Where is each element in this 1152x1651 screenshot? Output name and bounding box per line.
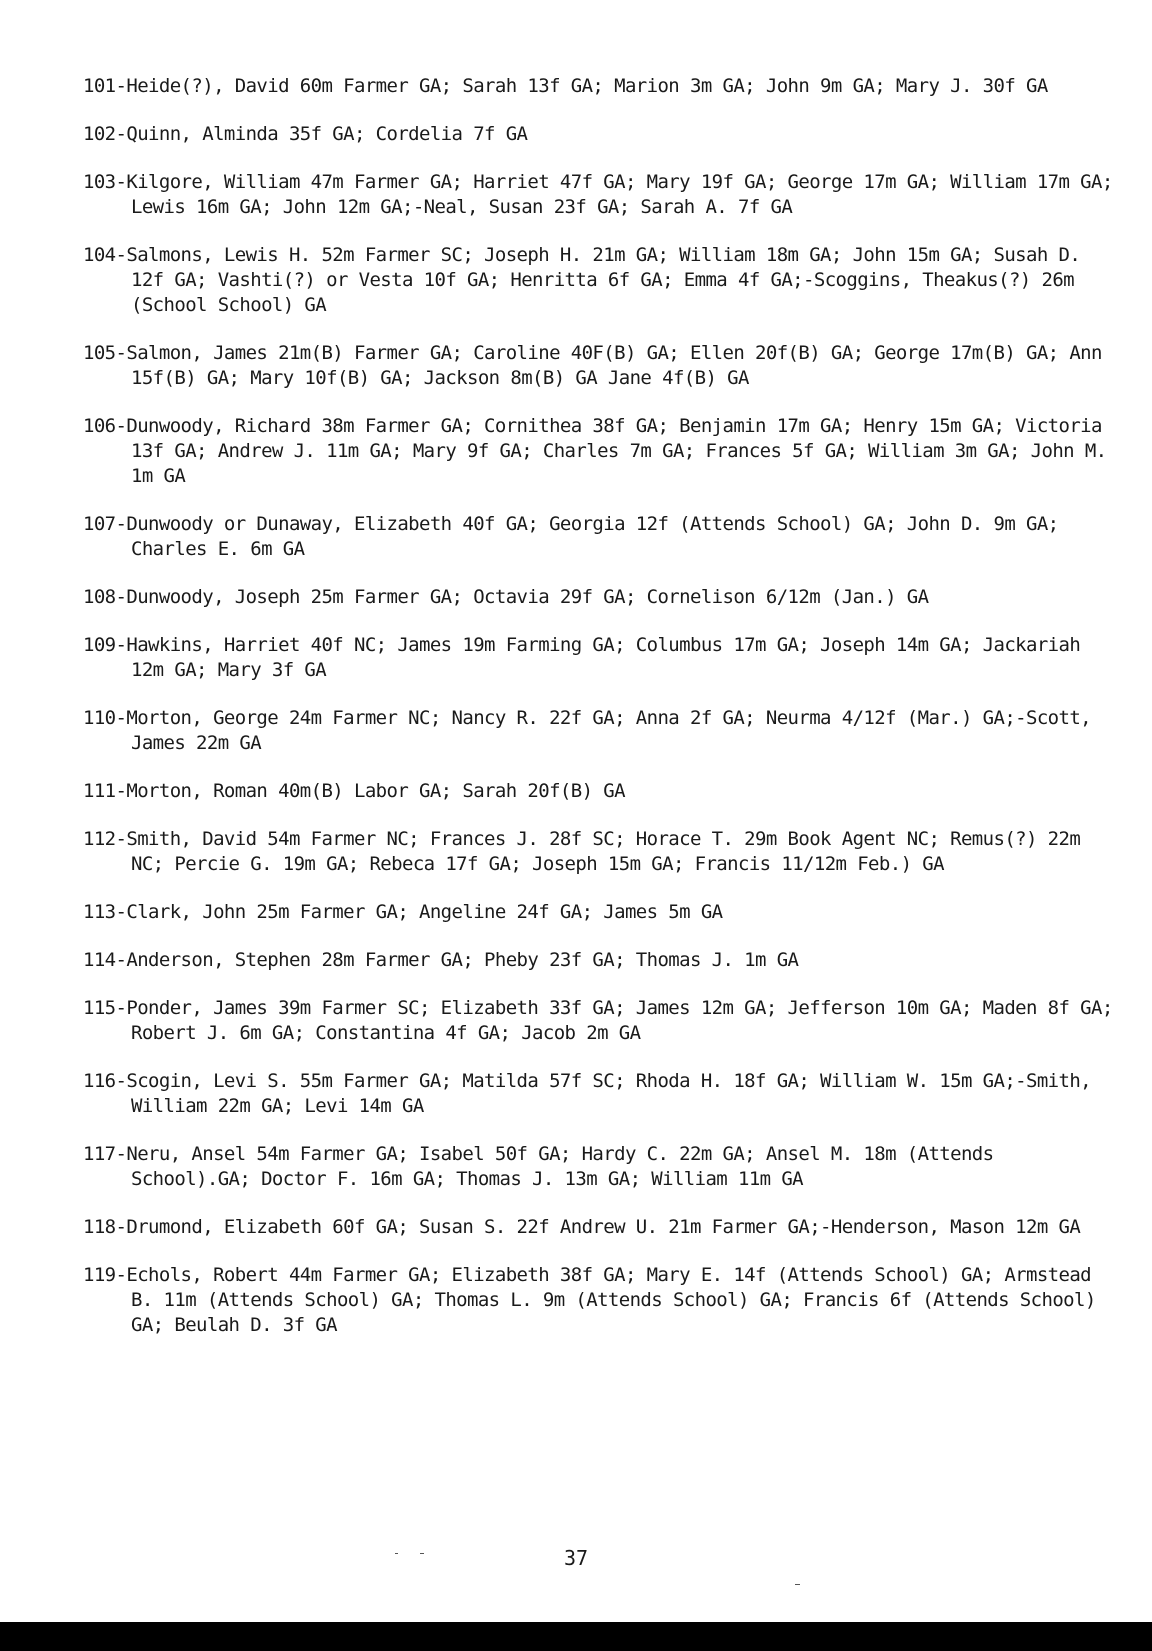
census-entries [83, 74, 1123, 1361]
census-entry: 108-Dunwoody, Joseph 25m Farmer GA; Octavia 29f GA; Cornelison 6/12m (Jan.) GA [83, 586, 929, 608]
census-entry: 112-Smith, David 54m Farmer NC; Frances J. 28f SC; Horace T. 29m Book Agent NC; Remus(?) 22m NC; Percie G. 19m GA; Rebeca 17f GA; Joseph 15m GA; Francis 11/12m Feb.) GA [83, 828, 1092, 875]
census-entry: 106-Dunwoody, Richard 38m Farmer GA; Cornithea 38f GA; Benjamin 17m GA; Henry 15m GA; Victoria 13f GA; Andrew J. 11m GA; Mary 9f GA; Charles 7m GA; Frances 5f GA; William 3m GA; John M. 1m GA [83, 415, 1118, 487]
census-entry: 117-Neru, Ansel 54m Farmer GA; Isabel 50f GA; Hardy C. 22m GA; Ansel M. 18m (Attends School).GA; Doctor F. 16m GA; Thomas J. 13m GA; William 11m GA [83, 1143, 1005, 1190]
census-entry: 109-Hawkins, Harriet 40f NC; James 19m Farming GA; Columbus 17m GA; Joseph 14m GA; Jackariah 12m GA; Mary 3f GA [83, 634, 1092, 681]
census-entry: 118-Drumond, Elizabeth 60f GA; Susan S. 22f Andrew U. 21m Farmer GA;-Henderson, Mason 12m GA [83, 1216, 1081, 1238]
census-entry: 110-Morton, George 24m Farmer NC; Nancy R. 22f GA; Anna 2f GA; Neurma 4/12f (Mar.) GA;-Scott, James 22m GA [83, 707, 1102, 754]
census-entry: 119-Echols, Robert 44m Farmer GA; Elizabeth 38f GA; Mary E. 14f (Attends School) GA; Armstead B. 11m (Attends School) GA; Thomas L. 9m (Attends School) GA; Francis 6f (Attends School) GA; Beulah D. 3f GA [83, 1264, 1107, 1336]
census-entry: 103-Kilgore, William 47m Farmer GA; Harriet 47f GA; Mary 19f GA; George 17m GA; William 17m GA; Lewis 16m GA; John 12m GA;-Neal, Susan 23f GA; Sarah A. 7f GA [83, 171, 1124, 218]
census-entry: 115-Ponder, James 39m Farmer SC; Elizabeth 33f GA; James 12m GA; Jefferson 10m GA; Maden 8f GA; Robert J. 6m GA; Constantina 4f GA; Jacob 2m GA [83, 997, 1124, 1044]
census-entry: 113-Clark, John 25m Farmer GA; Angeline 24f GA; James 5m GA [83, 901, 723, 923]
census-entry: 107-Dunwoody or Dunaway, Elizabeth 40f GA; Georgia 12f (Attends School) GA; John D. 9m GA; Charles E. 6m GA [83, 513, 1070, 560]
census-entry: 104-Salmons, Lewis H. 52m Farmer SC; Joseph H. 21m GA; William 18m GA; John 15m GA; Susah D. 12f GA; Vashti(?) or Vesta 10f GA; Henritta 6f GA; Emma 4f GA;-Scoggins, Theakus(?) 26m (School School) GA [83, 244, 1092, 316]
census-entry: 111-Morton, Roman 40m(B) Labor GA; Sarah 20f(B) GA [83, 780, 625, 802]
scan-border [0, 1622, 1152, 1651]
scan-speck [795, 1584, 800, 1585]
census-entry: 102-Quinn, Alminda 35f GA; Cordelia 7f GA [83, 123, 528, 145]
census-entry: 105-Salmon, James 21m(B) Farmer GA; Caroline 40F(B) GA; Ellen 20f(B) GA; George 17m(B) GA; Ann 15f(B) GA; Mary 10f(B) GA; Jackson 8m(B) GA Jane 4f(B) GA [83, 342, 1113, 389]
page-number: 37 [563, 1546, 589, 1570]
census-entry: 116-Scogin, Levi S. 55m Farmer GA; Matilda 57f SC; Rhoda H. 18f GA; William W. 15m GA;-Smith, William 22m GA; Levi 14m GA [83, 1070, 1102, 1117]
census-entry: 101-Heide(?), David 60m Farmer GA; Sarah 13f GA; Marion 3m GA; John 9m GA; Mary J. 30f GA [83, 75, 1048, 97]
census-entry: 114-Anderson, Stephen 28m Farmer GA; Pheby 23f GA; Thomas J. 1m GA [83, 949, 799, 971]
